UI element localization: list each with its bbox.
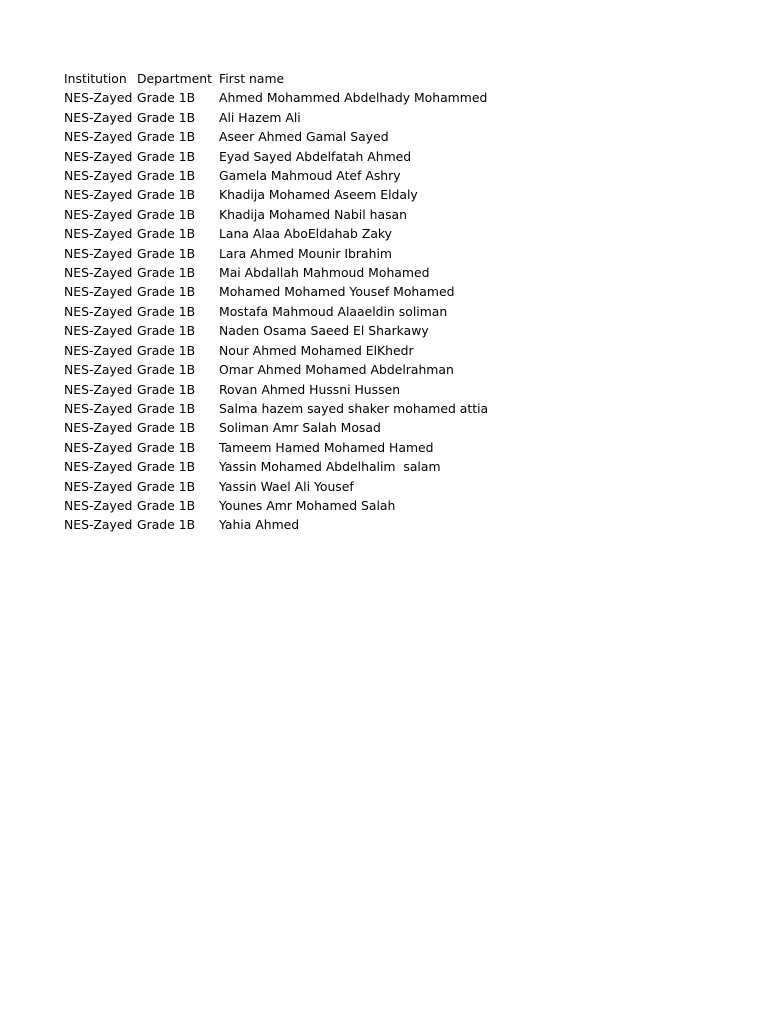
cell-institution: NES-Zayed [64, 420, 133, 436]
cell-institution: NES-Zayed [64, 381, 133, 397]
table-row [64, 166, 539, 185]
table-row [64, 438, 539, 457]
cell-institution: NES-Zayed [64, 497, 133, 513]
cell-first-name: Ali Hazem Ali [219, 109, 301, 125]
cell-institution: NES-Zayed [64, 168, 133, 184]
cell-institution: NES-Zayed [64, 265, 133, 281]
cell-first-name: Mostafa Mahmoud Alaaeldin soliman [219, 303, 448, 319]
cell-first-name: Salma hazem sayed shaker mohamed attia [219, 400, 489, 416]
student-table [64, 69, 539, 535]
cell-department: Grade 1B [137, 206, 196, 222]
header-department: Department [137, 71, 212, 86]
cell-first-name: Soliman Amr Salah Mosad [219, 420, 381, 436]
cell-institution: NES-Zayed [64, 342, 133, 358]
table-row [64, 341, 539, 360]
cell-first-name: Lara Ahmed Mounir Ibrahim [219, 245, 392, 261]
table-row [64, 147, 539, 166]
table-row [64, 244, 539, 263]
header-first-name: First name [219, 71, 285, 86]
cell-first-name: Yassin Mohamed Abdelhalim salam [219, 459, 441, 475]
cell-first-name: Omar Ahmed Mohamed Abdelrahman [219, 362, 454, 378]
table-row [64, 224, 539, 243]
cell-department: Grade 1B [137, 148, 196, 164]
cell-department: Grade 1B [137, 265, 196, 281]
cell-department: Grade 1B [137, 168, 196, 184]
cell-institution: NES-Zayed [64, 478, 133, 494]
cell-department: Grade 1B [137, 420, 196, 436]
cell-institution: NES-Zayed [64, 129, 133, 145]
cell-institution: NES-Zayed [64, 400, 133, 416]
cell-first-name: Rovan Ahmed Hussni Hussen [219, 381, 401, 397]
student-list-sheet [64, 69, 539, 535]
cell-institution: NES-Zayed [64, 206, 133, 222]
cell-first-name: Naden Osama Saeed El Sharkawy [219, 323, 429, 339]
cell-institution: NES-Zayed [64, 284, 133, 300]
cell-department: Grade 1B [137, 245, 196, 261]
cell-first-name: Mai Abdallah Mahmoud Mohamed [219, 265, 430, 281]
table-row [64, 108, 539, 127]
cell-first-name: Younes Amr Mohamed Salah [219, 497, 396, 513]
cell-institution: NES-Zayed [64, 517, 133, 533]
table-row [64, 127, 539, 146]
header-row [64, 69, 539, 88]
cell-department: Grade 1B [137, 439, 196, 455]
table-row [64, 205, 539, 224]
cell-first-name: Mohamed Mohamed Yousef Mohamed [219, 284, 455, 300]
cell-department: Grade 1B [137, 381, 196, 397]
cell-department: Grade 1B [137, 497, 196, 513]
cell-department: Grade 1B [137, 517, 196, 533]
cell-first-name: Aseer Ahmed Gamal Sayed [219, 129, 389, 145]
cell-department: Grade 1B [137, 226, 196, 242]
cell-department: Grade 1B [137, 459, 196, 475]
cell-first-name: Khadija Mohamed Aseem Eldaly [219, 187, 418, 203]
cell-institution: NES-Zayed [64, 90, 133, 106]
table-row [64, 302, 539, 321]
cell-department: Grade 1B [137, 303, 196, 319]
cell-institution: NES-Zayed [64, 439, 133, 455]
table-row [64, 185, 539, 204]
cell-first-name: Tameem Hamed Mohamed Hamed [219, 439, 434, 455]
cell-department: Grade 1B [137, 187, 196, 203]
table-row [64, 457, 539, 476]
cell-institution: NES-Zayed [64, 148, 133, 164]
cell-department: Grade 1B [137, 90, 196, 106]
cell-department: Grade 1B [137, 478, 196, 494]
cell-first-name: Yassin Wael Ali Yousef [219, 478, 354, 494]
cell-first-name: Gamela Mahmoud Atef Ashry [219, 168, 401, 184]
table-row [64, 380, 539, 399]
cell-department: Grade 1B [137, 129, 196, 145]
table-row [64, 321, 539, 340]
table-row [64, 496, 539, 515]
cell-institution: NES-Zayed [64, 362, 133, 378]
cell-institution: NES-Zayed [64, 459, 133, 475]
cell-institution: NES-Zayed [64, 303, 133, 319]
cell-department: Grade 1B [137, 109, 196, 125]
table-row [64, 399, 539, 418]
cell-department: Grade 1B [137, 362, 196, 378]
header-institution: Institution [64, 71, 127, 86]
table-row [64, 263, 539, 282]
cell-department: Grade 1B [137, 323, 196, 339]
cell-first-name: Nour Ahmed Mohamed ElKhedr [219, 342, 414, 358]
cell-institution: NES-Zayed [64, 226, 133, 242]
cell-first-name: Ahmed Mohammed Abdelhady Mohammed [219, 90, 488, 106]
cell-department: Grade 1B [137, 342, 196, 358]
table-row [64, 360, 539, 379]
table-body [64, 88, 539, 534]
cell-institution: NES-Zayed [64, 245, 133, 261]
cell-department: Grade 1B [137, 400, 196, 416]
cell-institution: NES-Zayed [64, 109, 133, 125]
cell-institution: NES-Zayed [64, 323, 133, 339]
cell-first-name: Eyad Sayed Abdelfatah Ahmed [219, 148, 412, 164]
table-row [64, 418, 539, 437]
table-row [64, 282, 539, 301]
table-row [64, 477, 539, 496]
cell-first-name: Lana Alaa AboEldahab Zaky [219, 226, 392, 242]
table-row [64, 88, 539, 107]
cell-first-name: Yahia Ahmed [219, 517, 300, 533]
table-row [64, 515, 539, 534]
cell-first-name: Khadija Mohamed Nabil hasan [219, 206, 407, 222]
cell-institution: NES-Zayed [64, 187, 133, 203]
cell-department: Grade 1B [137, 284, 196, 300]
